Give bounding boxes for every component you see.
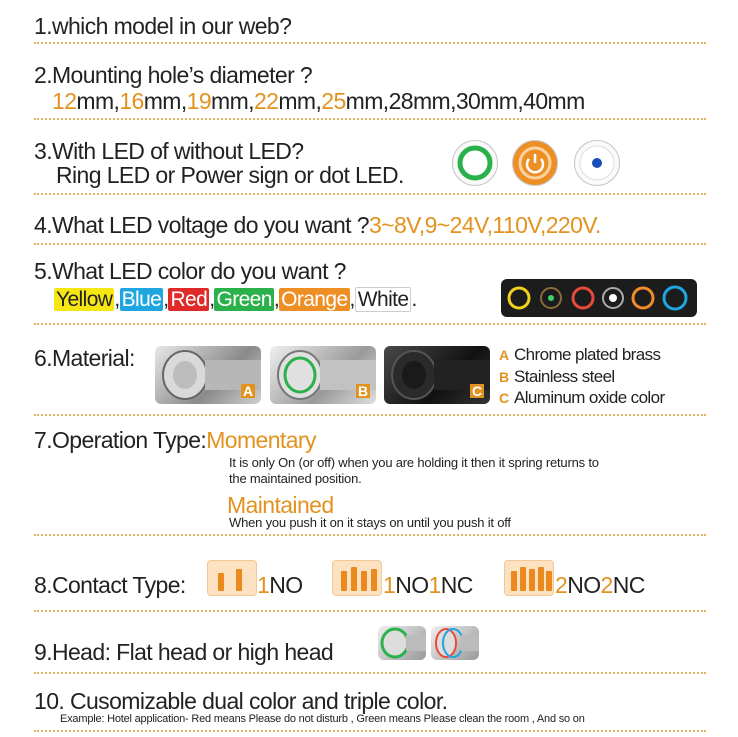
question-3-title: 3.With LED of without LED? — [34, 138, 304, 164]
question-2-title: 2.Mounting hole’s diameter ? — [34, 62, 313, 88]
material-b-badge: B — [357, 383, 369, 399]
material-c-label: Aluminum oxide color — [514, 388, 665, 407]
color-blue: Blue — [121, 288, 162, 311]
question-10-title: 10. Cusomizable dual color and triple color. — [34, 688, 448, 714]
material-c-badge: C — [471, 383, 483, 399]
legend-a-badge: A — [498, 347, 510, 363]
question-7-title: 7.Operation Type: — [34, 427, 207, 453]
legend-b-badge: B — [498, 369, 510, 385]
green-ring-led-icon — [452, 140, 498, 186]
question-9-title: 9.Head: Flat head or high head — [34, 639, 334, 665]
contact-type-1no1nc: 1NO1NC — [383, 572, 473, 598]
question-7 — [34, 427, 316, 454]
question-10-example: Example: Hotel application- Red means Please do not disturb , Green means Please clean the room , And so on — [60, 713, 585, 725]
contact-2no2nc-photo — [504, 560, 554, 596]
divider — [34, 730, 706, 732]
led-color-list: Yellow,Blue,Red,Green,Orange, White . — [56, 288, 417, 311]
divider — [34, 534, 706, 536]
material-a-label: Chrome plated brass — [514, 345, 661, 364]
question-3-subtitle: Ring LED or Power sign or dot LED. — [56, 162, 404, 188]
divider — [34, 193, 706, 195]
divider — [34, 42, 706, 44]
color-yellow: Yellow — [56, 288, 113, 311]
divider — [34, 610, 706, 612]
size-16: 16 — [119, 88, 144, 114]
divider — [34, 672, 706, 674]
color-red: Red — [170, 288, 208, 311]
led-colors-photo — [501, 279, 697, 317]
legend-c-badge: C — [498, 390, 510, 406]
size-12: 12 — [52, 88, 77, 114]
diameter-list: 12mm,16mm,19mm,22mm,25mm,28mm,30mm,40mm — [52, 88, 585, 114]
question-8-title: 8.Contact Type: — [34, 572, 186, 598]
question-1: 1.which model in our web? — [34, 13, 292, 39]
divider — [34, 243, 706, 245]
question-4 — [34, 212, 601, 239]
size-22: 22 — [253, 88, 279, 114]
chrome-brass-button-photo — [155, 346, 261, 404]
stainless-steel-button-photo — [270, 346, 376, 404]
aluminum-oxide-button-photo — [384, 346, 490, 404]
question-5-title: 5.What LED color do you want ? — [34, 258, 346, 284]
divider — [34, 414, 706, 416]
material-a-badge: A — [242, 383, 254, 399]
color-orange: Orange — [281, 288, 348, 311]
divider — [34, 118, 706, 120]
question-6-title: 6.Material: — [34, 345, 135, 371]
contact-type-1no: 1NO — [257, 572, 303, 598]
flat-head-photo — [378, 626, 426, 660]
maintained-desc: When you push it on it stays on until you push it off — [229, 515, 511, 530]
contact-1no1nc-photo — [332, 560, 382, 596]
high-head-photo — [431, 626, 479, 660]
color-green: Green — [216, 288, 272, 311]
voltage-list: 3~8V,9~24V,110V,220V. — [368, 212, 601, 238]
sizes-rest: 28mm,30mm,40mm — [388, 88, 585, 114]
color-white: White — [355, 287, 412, 312]
size-19: 19 — [186, 88, 212, 114]
momentary-label: Momentary — [206, 427, 316, 453]
divider — [34, 323, 706, 325]
contact-1no-photo — [207, 560, 257, 596]
momentary-desc-line2: the maintained position. — [229, 471, 362, 486]
material-b-label: Stainless steel — [514, 367, 615, 386]
orange-power-led-icon — [512, 140, 558, 186]
momentary-desc-line1: It is only On (or off) when you are holding it then it spring returns to — [229, 455, 599, 470]
question-4-title: 4.What LED voltage do you want ? — [34, 212, 369, 238]
contact-type-2no2nc: 2NO2NC — [555, 572, 645, 598]
size-25: 25 — [321, 88, 346, 114]
blue-dot-led-icon — [574, 140, 620, 186]
maintained-label: Maintained — [227, 492, 334, 518]
